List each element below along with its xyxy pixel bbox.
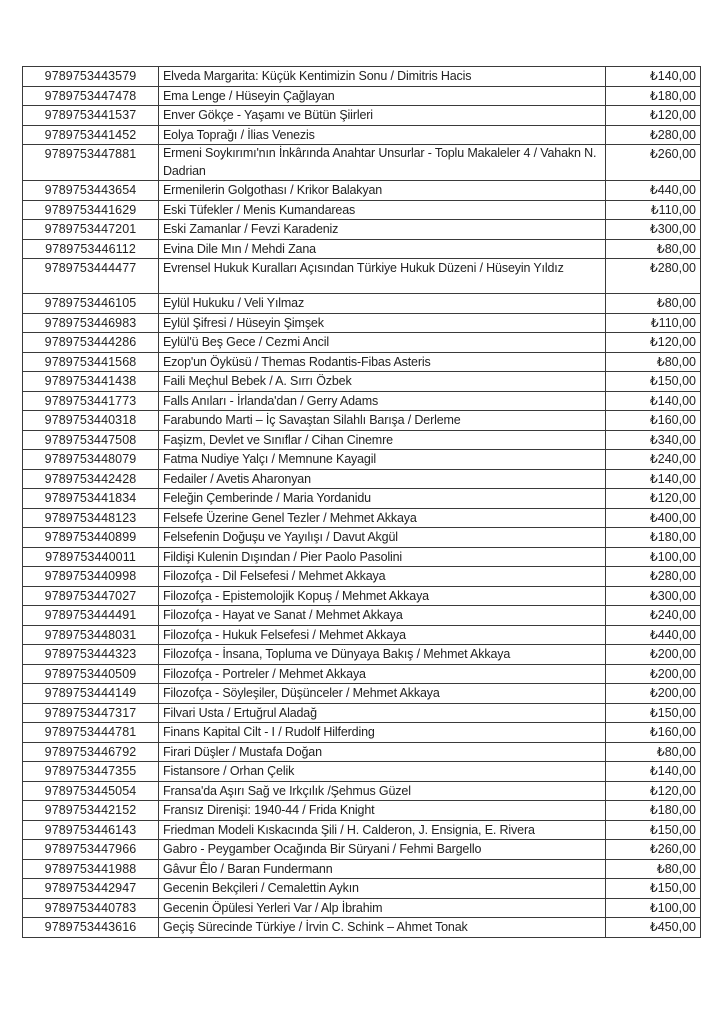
title-cell: Fildişi Kulenin Dışından / Pier Paolo Pasolini <box>159 547 606 567</box>
price-cell: ₺140,00 <box>606 762 701 782</box>
price-cell: ₺150,00 <box>606 820 701 840</box>
table-row <box>23 86 701 106</box>
table-row <box>23 125 701 145</box>
table-row <box>23 918 701 938</box>
table-row <box>23 664 701 684</box>
isbn-cell: 9789753443616 <box>23 918 159 938</box>
table-row <box>23 294 701 314</box>
isbn-cell: 9789753441452 <box>23 125 159 145</box>
title-cell: Ermeni Soykırımı'nın İnkârında Anahtar Unsurlar - Toplu Makaleler 4 / Vahakn N. Dadrian <box>159 145 606 181</box>
isbn-cell: 9789753446983 <box>23 313 159 333</box>
price-cell: ₺140,00 <box>606 391 701 411</box>
price-cell: ₺300,00 <box>606 220 701 240</box>
table-row <box>23 333 701 353</box>
table-row <box>23 430 701 450</box>
title-cell: Felsefe Üzerine Genel Tezler / Mehmet Akkaya <box>159 508 606 528</box>
isbn-cell: 9789753444149 <box>23 684 159 704</box>
table-row <box>23 372 701 392</box>
isbn-cell: 9789753444781 <box>23 723 159 743</box>
title-cell: Ema Lenge / Hüseyin Çağlayan <box>159 86 606 106</box>
title-cell: Eylül Hukuku / Veli Yılmaz <box>159 294 606 314</box>
table-row <box>23 200 701 220</box>
price-cell: ₺180,00 <box>606 528 701 548</box>
title-cell: Geçiş Sürecinde Türkiye / İrvin C. Schink – Ahmet Tonak <box>159 918 606 938</box>
isbn-cell: 9789753441438 <box>23 372 159 392</box>
title-cell: Faili Meçhul Bebek / A. Sırrı Özbek <box>159 372 606 392</box>
title-cell: Eylül Şifresi / Hüseyin Şimşek <box>159 313 606 333</box>
isbn-cell: 9789753447355 <box>23 762 159 782</box>
title-cell: Filvari Usta / Ertuğrul Aladağ <box>159 703 606 723</box>
price-cell: ₺80,00 <box>606 742 701 762</box>
table-row <box>23 106 701 126</box>
price-cell: ₺100,00 <box>606 547 701 567</box>
title-cell: Firari Düşler / Mustafa Doğan <box>159 742 606 762</box>
table-row <box>23 239 701 259</box>
isbn-cell: 9789753446792 <box>23 742 159 762</box>
table-row <box>23 742 701 762</box>
table-row <box>23 411 701 431</box>
price-cell: ₺100,00 <box>606 898 701 918</box>
price-cell: ₺140,00 <box>606 67 701 87</box>
table-row <box>23 313 701 333</box>
table-row <box>23 586 701 606</box>
isbn-cell: 9789753444491 <box>23 606 159 626</box>
isbn-cell: 9789753447881 <box>23 145 159 181</box>
price-cell: ₺150,00 <box>606 879 701 899</box>
table-row <box>23 703 701 723</box>
table-row <box>23 508 701 528</box>
isbn-cell: 9789753441988 <box>23 859 159 879</box>
price-cell: ₺120,00 <box>606 333 701 353</box>
isbn-cell: 9789753447317 <box>23 703 159 723</box>
table-row <box>23 67 701 87</box>
isbn-cell: 9789753440318 <box>23 411 159 431</box>
isbn-cell: 9789753446143 <box>23 820 159 840</box>
title-cell: Farabundo Marti – İç Savaştan Silahlı Barışa / Derleme <box>159 411 606 431</box>
price-cell: ₺240,00 <box>606 606 701 626</box>
isbn-cell: 9789753447201 <box>23 220 159 240</box>
table-row <box>23 801 701 821</box>
title-cell: Ezop'un Öyküsü / Themas Rodantis-Fibas Asteris <box>159 352 606 372</box>
table-row <box>23 879 701 899</box>
table-row <box>23 645 701 665</box>
isbn-cell: 9789753447478 <box>23 86 159 106</box>
title-cell: Felsefenin Doğuşu ve Yayılışı / Davut Akgül <box>159 528 606 548</box>
price-cell: ₺80,00 <box>606 294 701 314</box>
price-cell: ₺120,00 <box>606 106 701 126</box>
price-cell: ₺80,00 <box>606 859 701 879</box>
title-cell: Elveda Margarita: Küçük Kentimizin Sonu / Dimitris Hacis <box>159 67 606 87</box>
title-cell: Filozofça - Hayat ve Sanat / Mehmet Akkaya <box>159 606 606 626</box>
table-row <box>23 469 701 489</box>
table-row <box>23 259 701 294</box>
price-cell: ₺120,00 <box>606 489 701 509</box>
price-cell: ₺450,00 <box>606 918 701 938</box>
price-cell: ₺260,00 <box>606 145 701 181</box>
title-cell: Evina Dile Mın / Mehdi Zana <box>159 239 606 259</box>
title-cell: Evrensel Hukuk Kuralları Açısından Türkiye Hukuk Düzeni / Hüseyin Yıldız <box>159 259 606 294</box>
isbn-cell: 9789753441537 <box>23 106 159 126</box>
title-cell: Gecenin Bekçileri / Cemalettin Aykın <box>159 879 606 899</box>
isbn-cell: 9789753448031 <box>23 625 159 645</box>
isbn-cell: 9789753447508 <box>23 430 159 450</box>
table-row <box>23 220 701 240</box>
isbn-cell: 9789753441629 <box>23 200 159 220</box>
table-row <box>23 762 701 782</box>
table-row <box>23 391 701 411</box>
price-cell: ₺110,00 <box>606 200 701 220</box>
price-cell: ₺280,00 <box>606 567 701 587</box>
table-row <box>23 547 701 567</box>
title-cell: Fransız Direnişi: 1940-44 / Frida Knight <box>159 801 606 821</box>
table-row <box>23 820 701 840</box>
title-cell: Eski Zamanlar / Fevzi Karadeniz <box>159 220 606 240</box>
table-row <box>23 606 701 626</box>
isbn-cell: 9789753447966 <box>23 840 159 860</box>
isbn-cell: 9789753444323 <box>23 645 159 665</box>
title-cell: Filozofça - Dil Felsefesi / Mehmet Akkaya <box>159 567 606 587</box>
isbn-cell: 9789753446112 <box>23 239 159 259</box>
isbn-cell: 9789753440783 <box>23 898 159 918</box>
table-row <box>23 145 701 181</box>
title-cell: Feleğin Çemberinde / Maria Yordanidu <box>159 489 606 509</box>
title-cell: Friedman Modeli Kıskacında Şili / H. Calderon, J. Ensignia, E. Rivera <box>159 820 606 840</box>
price-cell: ₺240,00 <box>606 450 701 470</box>
table-row <box>23 352 701 372</box>
table-row <box>23 859 701 879</box>
price-list-table <box>22 66 701 938</box>
isbn-cell: 9789753440899 <box>23 528 159 548</box>
isbn-cell: 9789753442947 <box>23 879 159 899</box>
isbn-cell: 9789753444286 <box>23 333 159 353</box>
title-cell: Filozofça - Söyleşiler, Düşünceler / Mehmet Akkaya <box>159 684 606 704</box>
isbn-cell: 9789753444477 <box>23 259 159 294</box>
table-row <box>23 567 701 587</box>
title-cell: Fistansore / Orhan Çelik <box>159 762 606 782</box>
title-cell: Filozofça - Portreler / Mehmet Akkaya <box>159 664 606 684</box>
title-cell: Fatma Nudiye Yalçı / Memnune Kayagil <box>159 450 606 470</box>
title-cell: Enver Gökçe - Yaşamı ve Bütün Şiirleri <box>159 106 606 126</box>
table-row <box>23 781 701 801</box>
table-row <box>23 684 701 704</box>
title-cell: Filozofça - İnsana, Topluma ve Dünyaya Bakış / Mehmet Akkaya <box>159 645 606 665</box>
isbn-cell: 9789753442152 <box>23 801 159 821</box>
isbn-cell: 9789753448079 <box>23 450 159 470</box>
table-row <box>23 723 701 743</box>
price-cell: ₺200,00 <box>606 664 701 684</box>
isbn-cell: 9789753441834 <box>23 489 159 509</box>
isbn-cell: 9789753440509 <box>23 664 159 684</box>
price-cell: ₺400,00 <box>606 508 701 528</box>
price-cell: ₺140,00 <box>606 469 701 489</box>
price-cell: ₺200,00 <box>606 684 701 704</box>
isbn-cell: 9789753441568 <box>23 352 159 372</box>
title-cell: Eolya Toprağı / İlias Venezis <box>159 125 606 145</box>
isbn-cell: 9789753447027 <box>23 586 159 606</box>
price-cell: ₺120,00 <box>606 781 701 801</box>
price-cell: ₺160,00 <box>606 723 701 743</box>
title-cell: Falls Anıları - İrlanda'dan / Gerry Adams <box>159 391 606 411</box>
price-cell: ₺440,00 <box>606 181 701 201</box>
table-row <box>23 181 701 201</box>
table-body <box>23 67 701 938</box>
price-cell: ₺200,00 <box>606 645 701 665</box>
price-cell: ₺80,00 <box>606 239 701 259</box>
title-cell: Faşizm, Devlet ve Sınıflar / Cihan Cinemre <box>159 430 606 450</box>
isbn-cell: 9789753448123 <box>23 508 159 528</box>
title-cell: Filozofça - Epistemolojik Kopuş / Mehmet Akkaya <box>159 586 606 606</box>
isbn-cell: 9789753440011 <box>23 547 159 567</box>
price-cell: ₺440,00 <box>606 625 701 645</box>
title-cell: Filozofça - Hukuk Felsefesi / Mehmet Akkaya <box>159 625 606 645</box>
title-cell: Gabro - Peygamber Ocağında Bir Süryani / Fehmi Bargello <box>159 840 606 860</box>
title-cell: Eylül'ü Beş Gece / Cezmi Ancil <box>159 333 606 353</box>
table-row <box>23 840 701 860</box>
table-row <box>23 898 701 918</box>
isbn-cell: 9789753443654 <box>23 181 159 201</box>
price-cell: ₺340,00 <box>606 430 701 450</box>
price-cell: ₺150,00 <box>606 703 701 723</box>
table-row <box>23 528 701 548</box>
isbn-cell: 9789753445054 <box>23 781 159 801</box>
table-row <box>23 450 701 470</box>
price-cell: ₺180,00 <box>606 86 701 106</box>
price-cell: ₺280,00 <box>606 125 701 145</box>
title-cell: Ermenilerin Golgothası / Krikor Balakyan <box>159 181 606 201</box>
price-cell: ₺300,00 <box>606 586 701 606</box>
price-cell: ₺110,00 <box>606 313 701 333</box>
price-cell: ₺280,00 <box>606 259 701 294</box>
table-row <box>23 625 701 645</box>
price-cell: ₺180,00 <box>606 801 701 821</box>
isbn-cell: 9789753442428 <box>23 469 159 489</box>
isbn-cell: 9789753441773 <box>23 391 159 411</box>
isbn-cell: 9789753446105 <box>23 294 159 314</box>
title-cell: Eski Tüfekler / Menis Kumandareas <box>159 200 606 220</box>
title-cell: Gecenin Öpülesi Yerleri Var / Alp İbrahim <box>159 898 606 918</box>
title-cell: Gâvur Êlo / Baran Fundermann <box>159 859 606 879</box>
price-cell: ₺80,00 <box>606 352 701 372</box>
table-row <box>23 489 701 509</box>
title-cell: Finans Kapital Cilt - I / Rudolf Hilferding <box>159 723 606 743</box>
title-cell: Fedailer / Avetis Aharonyan <box>159 469 606 489</box>
isbn-cell: 9789753440998 <box>23 567 159 587</box>
price-cell: ₺160,00 <box>606 411 701 431</box>
title-cell: Fransa'da Aşırı Sağ ve Irkçılık /Şehmus Güzel <box>159 781 606 801</box>
price-cell: ₺150,00 <box>606 372 701 392</box>
price-cell: ₺260,00 <box>606 840 701 860</box>
isbn-cell: 9789753443579 <box>23 67 159 87</box>
